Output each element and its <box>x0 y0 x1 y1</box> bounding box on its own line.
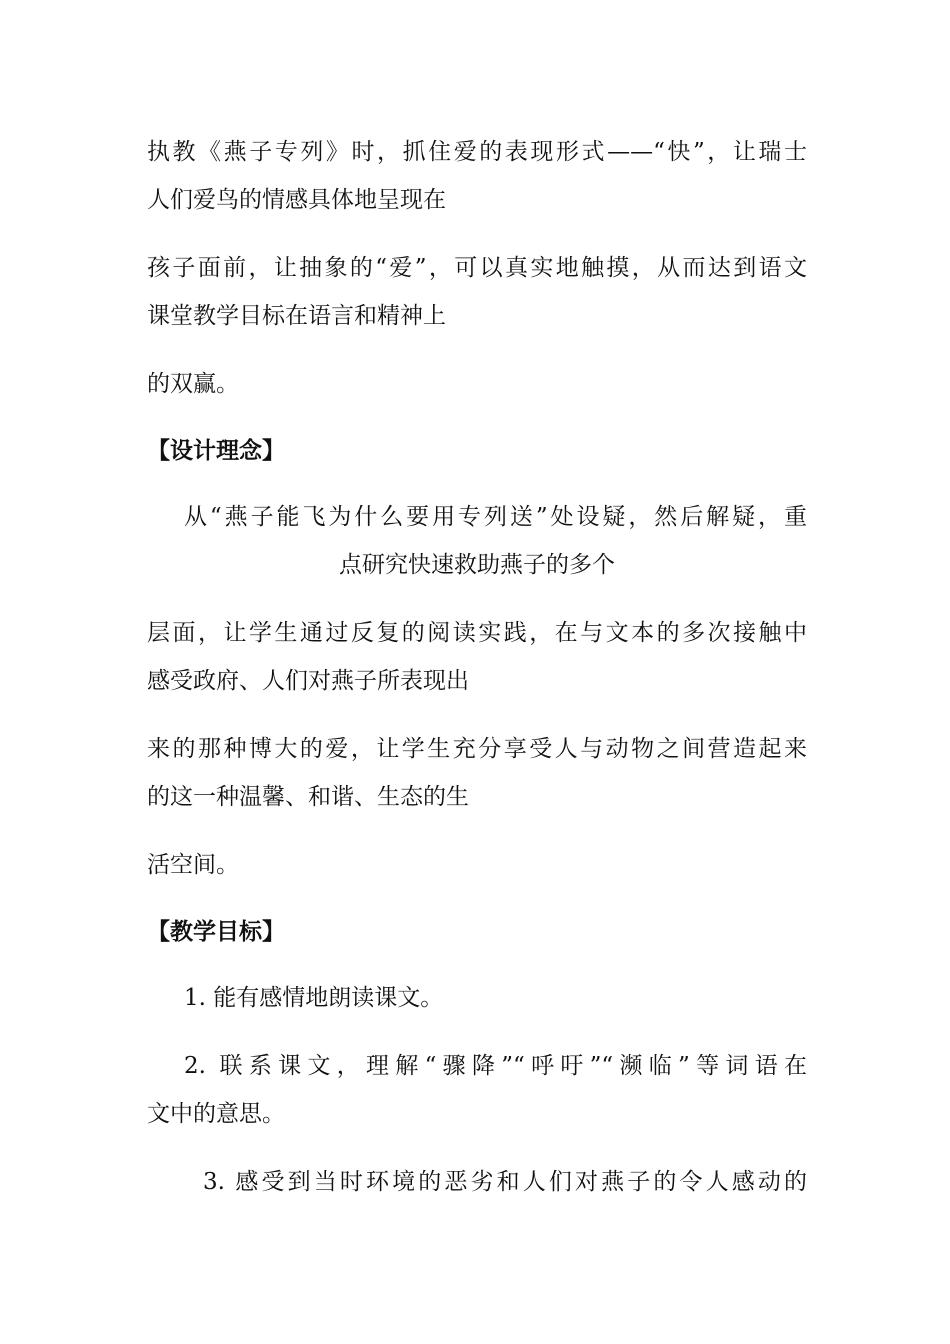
paragraph-4-line-2: 点研究快速救助燕子的多个 <box>339 552 615 578</box>
paragraph-1-line-2: 人们爱鸟的情感具体地呈现在 <box>147 187 446 213</box>
goal-2-line-1: 2. 联系课文，理解“骤降”“呼吁”“濒临”等词语在 <box>184 1053 807 1079</box>
paragraph-5-line-1: 层面，让学生通过反复的阅读实践，在与文本的多次接触中 <box>147 620 807 646</box>
paragraph-7-line-1: 活空间。 <box>147 852 239 878</box>
paragraph-2-line-1: 孩子面前，让抽象的“爱”，可以真实地触摸，从而达到语文 <box>147 255 807 281</box>
paragraph-2-line-2: 课堂教学目标在语言和精神上 <box>147 303 446 329</box>
goal-1-line-1: 1. 能有感情地朗读课文。 <box>184 985 444 1011</box>
paragraph-1-line-1: 执教《燕子专列》时，抓住爱的表现形式——“快”，让瑞士 <box>147 139 807 165</box>
paragraph-5-line-2: 感受政府、人们对燕子所表现出 <box>147 668 469 694</box>
section-heading-goals: 【教学目标】 <box>147 919 285 945</box>
goal-2-line-2: 文中的意思。 <box>147 1101 285 1127</box>
paragraph-4-line-1: 从“燕子能飞为什么要用专列送”处设疑，然后解疑，重 <box>184 504 807 530</box>
paragraph-6-line-2: 的这一种温馨、和谐、生态的生 <box>147 784 469 810</box>
paragraph-6-line-1: 来的那种博大的爱，让学生充分享受人与动物之间营造起来 <box>147 736 807 762</box>
paragraph-3-line-1: 的双赢。 <box>147 371 239 397</box>
goal-3-line-1: 3. 感受到当时环境的恶劣和人们对燕子的令人感动的 <box>203 1169 807 1195</box>
section-heading-design: 【设计理念】 <box>147 438 285 464</box>
